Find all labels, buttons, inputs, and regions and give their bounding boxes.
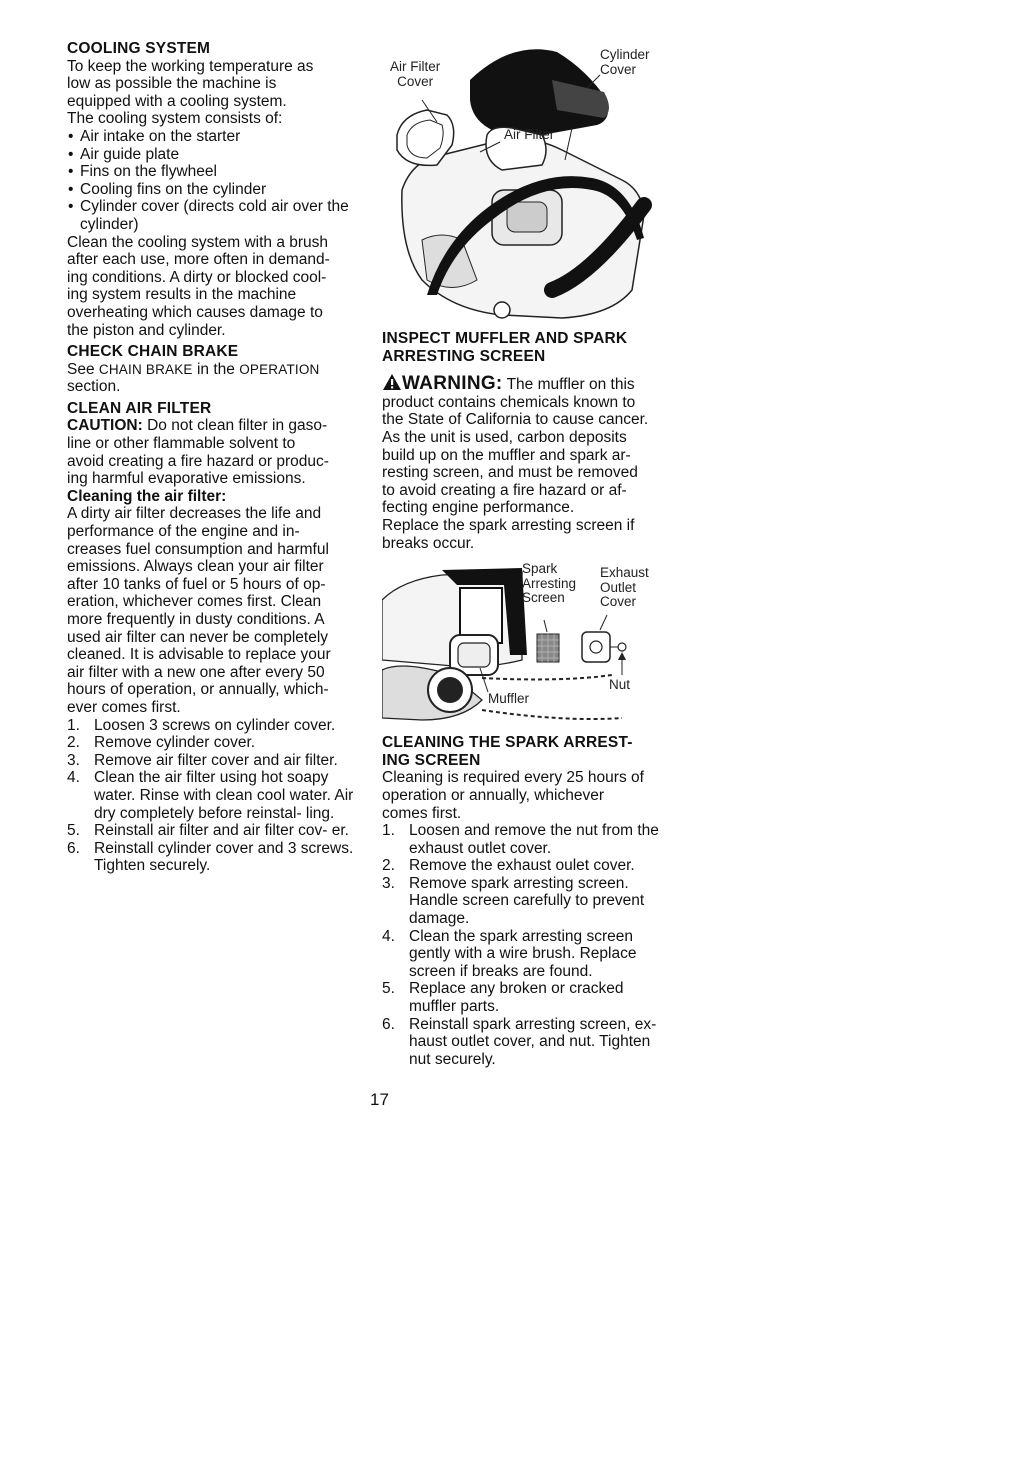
page-number: 17	[370, 1090, 389, 1109]
air-filter-cover-label: Air Filter Cover	[390, 59, 441, 89]
caution-label: CAUTION:	[67, 417, 143, 435]
list-item: 2. Remove cylinder cover.	[67, 734, 256, 752]
list-item: • Fins on the flywheel	[67, 163, 357, 181]
caution-text: CAUTION: Do not clean filter in gaso- line or other flammable solvent to avoid creating a fire hazard or produc- ing harmful evaporative emissions.	[67, 417, 329, 488]
air-filter-steps	[67, 717, 357, 875]
nut-label: Nut	[609, 677, 631, 693]
list-item: 3. Remove spark arresting screen. Handle screen carefully to prevent damage.	[382, 874, 645, 928]
list-item: 5. Reinstall air filter and air filter cov- er.	[67, 822, 349, 840]
list-item: 6. Reinstall spark arresting screen, ex- haust outlet cover, and nut. Tighten nut securely.	[382, 1015, 657, 1068]
cooling-intro: To keep the working temperature as low as possible the machine is equipped with a cooling system.	[67, 57, 314, 110]
list-item: 2. Remove the exhaust oulet cover.	[382, 857, 635, 875]
chain-brake-ref: CHAIN BRAKE	[98, 361, 193, 377]
list-item: • Cooling fins on the cylinder	[67, 181, 357, 199]
list-item: • Air guide plate	[67, 146, 357, 164]
list-item: 4. Clean the air filter using hot soapy water. Rinse with clean cool water. Air dry completely before reinstal- ling.	[67, 769, 354, 822]
cylinder-cover-label: Cylinder Cover	[600, 47, 650, 77]
exhaust-outlet-cover-label: Exhaust Outlet Cover	[600, 565, 649, 610]
air-filter-body: A dirty air filter decreases the life and performance of the engine and in- creases fuel consumption and harmful emissions. Always clean your air filter after 10 tanks of fuel or 5 hours of op- eration, whichever comes first. Clean more frequently in dusty conditions. A used air filter can never be completely cleaned. It is advisable to replace your air filter with a new one after every 50 hours of operation, or annually, which- ever comes first.	[67, 505, 331, 716]
check-chain-brake-heading: CHECK CHAIN BRAKE	[67, 343, 239, 361]
list-item: • Air intake on the starter	[67, 128, 357, 146]
list-item: 6. Reinstall cylinder cover and 3 screws. Tighten securely.	[67, 839, 354, 875]
inspect-muffler-heading: INSPECT MUFFLER AND SPARK ARRESTING SCREEN	[382, 330, 628, 365]
muffler-label: Muffler	[488, 691, 530, 707]
cleaning-steps	[382, 822, 672, 1068]
list-item: 4. Clean the spark arresting screen gently with a wire brush. Replace screen if breaks are found.	[382, 927, 637, 980]
chain-brake-text: See CHAIN BRAKE in the OPERATION section.	[67, 360, 320, 396]
right-column	[382, 40, 672, 1068]
spark-arresting-screen-label: Spark Arresting Screen	[522, 561, 577, 606]
cooling-bullet-list	[67, 128, 357, 234]
cooling-system-heading: COOLING SYSTEM	[67, 40, 211, 57]
cleaning-air-filter-subheading: Cleaning the air filter:	[67, 487, 227, 505]
muffler-body: As the unit is used, carbon deposits build up on the muffler and spark ar- resting screen, and must be removed to avoid creating a fire hazard or af- fecting engine performance.	[382, 428, 638, 517]
list-item: • Cylinder cover (directs cold air over the cylinder)	[67, 198, 357, 233]
muffler-replace: Replace the spark arresting screen if breaks occur.	[382, 516, 635, 552]
cooling-consists: The cooling system consists of:	[67, 110, 283, 128]
warning-text: WARNING: The muffler on this product contains chemicals known to the State of California to cause cancer.	[382, 373, 649, 429]
warning-label: WARNING:	[402, 373, 503, 395]
clean-air-filter-heading: CLEAN AIR FILTER	[67, 399, 212, 417]
muffler-figure	[382, 560, 672, 730]
operation-ref: OPERATION	[239, 361, 320, 377]
cleaning-spark-screen-heading: CLEANING THE SPARK ARREST- ING SCREEN	[382, 734, 633, 769]
cleaning-intro: Cleaning is required every 25 hours of operation or annually, whichever comes first.	[382, 769, 644, 822]
list-item: 5. Replace any broken or cracked muffler parts.	[382, 980, 624, 1016]
air-filter-label: Air Filter	[504, 127, 555, 142]
list-item: 3. Remove air filter cover and air filter.	[67, 751, 338, 769]
air-filter-figure	[382, 40, 672, 322]
warning-triangle-icon	[382, 373, 402, 391]
list-item: 1. Loosen and remove the nut from the exhaust outlet cover.	[382, 822, 659, 857]
list-item: 1. Loosen 3 screws on cylinder cover.	[67, 716, 336, 734]
left-column	[67, 40, 357, 875]
cooling-clean-text: Clean the cooling system with a brush after each use, more often in demand- ing conditions. A dirty or blocked cool- ing system results in the machine overheating which causes damage to the piston and cylinder.	[67, 233, 330, 339]
